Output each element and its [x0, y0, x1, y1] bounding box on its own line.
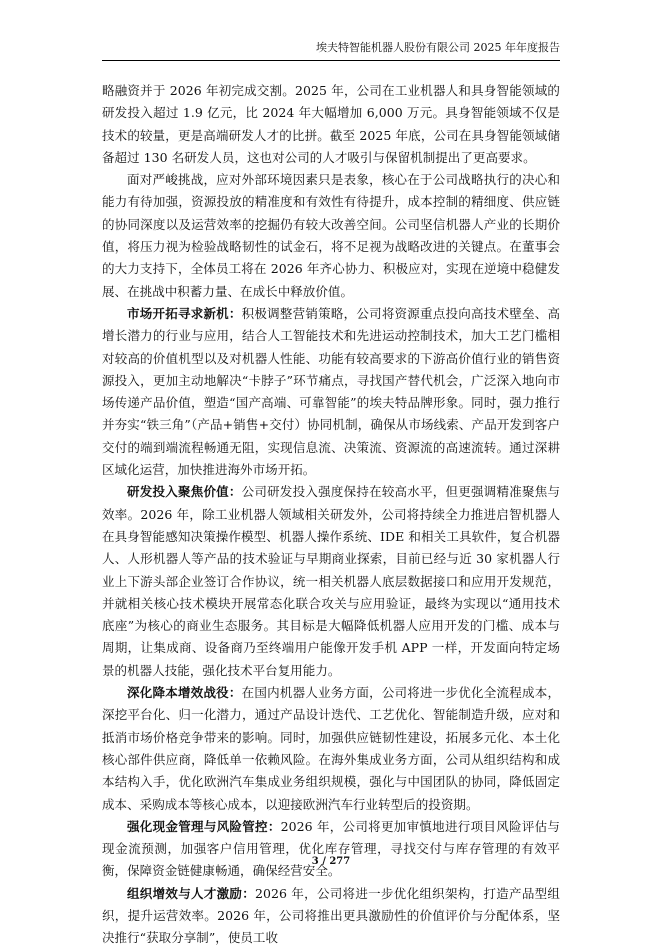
paragraph-lead: 深化降本增效战役： — [127, 685, 242, 701]
paragraph-rnd-investment — [102, 481, 560, 682]
paragraph-text: 略融资并于 2026 年初完成交割。2025 年，公司在工业机器人和具身智能领域的研发投入超过 1.9 亿元，比 2024 年大幅增加 6,000 万元。具身智能领域不仅是技术的较量，更是高端研发人才的比拼。截至 2025 年底，公司在具身智能领域储备超过 130 名研发人员，这也对公司的人才吸引与保留机制提出了更高要求。 — [102, 83, 560, 165]
page-number-text: 3 / 277 — [311, 856, 351, 867]
paragraph-market-expansion — [102, 303, 560, 481]
paragraph-text: 2026 年，公司将更加审慎地进行项目风险评估与现金流预测，加强客户信用管理，优化库存管理，寻找交付与库存管理的有效平衡，保障资金链健康畅通，确保经营安全。 — [102, 818, 560, 879]
paragraph-lead: 组织增效与人才激励： — [127, 885, 256, 901]
paragraph-text: 积极调整营销策略，公司将资源重点投向高技术壁垒、高增长潜力的行业与应用，结合人工智能技术和先进运动控制技术，加大工艺门槛相对较高的价值机型以及对机器人性能、功能有较高要求的下游高价值行业的销售资源投入，更加主动地解决“卡脖子”环节痛点，寻找国产替代机会，广泛深入地向市场传递产品价值，塑造“国产高端、可靠智能”的埃夫特品牌形象。同时，强力推行并夯实“铁三角”（产品+销售+交付）协同机制，确保从市场线索、产品开发到客户交付的端到端流程畅通无阻，实现信息流、决策流、资源流的高速流转。通过深耕区域化运营，加快推进海外市场开拓。 — [102, 305, 560, 478]
paragraph-organization-talent — [102, 883, 560, 950]
page-header — [102, 40, 560, 61]
paragraph-lead: 研发投入聚焦价值： — [127, 484, 242, 500]
report-title: 埃夫特智能机器人股份有限公司 2025 年年度报告 — [316, 41, 560, 54]
paragraph-continuation — [102, 80, 560, 169]
page-number — [0, 856, 662, 867]
paragraph-text: 在国内机器人业务方面，公司将进一步优化全流程成本，深挖平台化、归一化潜力，通过产品设计迭代、工艺优化、智能制造升级，应对和抵消市场价格竞争带来的影响。同时，加强供应链韧性建设，拓展多元化、本土化核心部件供应商，降低单一依赖风险。在海外集成业务方面，公司从组织结构和成本结构入手，优化欧洲汽车集成业务组织规模，强化与中国团队的协同，降低固定成本、采购成本等核心成本，以迎接欧洲汽车行业转型后的投资期。 — [102, 685, 560, 812]
paragraph-lead: 强化现金管理与风险管控： — [127, 818, 281, 834]
paragraph-cash-risk — [102, 816, 560, 883]
paragraph-text: 公司研发投入强度保持在较高水平，但更强调精准聚焦与效率。2026 年，除工业机器人领域相关研发外，公司将持续全力推进启智机器人在具身智能感知决策操作模型、机器人操作系统、IDE 和相关工具软件，复合机器人、人形机器人等产品的技术验证与早期商业探索，目前已经与近 30 家机器人行业上下游头部企业签订合作协议，统一相关机器人底层数据接口和应用开发规范，并就相关核心技术模块开展常态化联合攻关与应用验证，最终为实现以“通用技术底座”为核心的商业生态服务。其目标是大幅降低机器人应用开发的门槛、成本与周期，让集成商、设备商乃至终端用户能像开发手机 APP 一样，开发面向特定场景的机器人技能，强化技术平台复用能力。 — [102, 484, 560, 678]
paragraph-text: 面对严峻挑战，应对外部环境因素只是表象，核心在于公司战略执行的决心和能力有待加强，资源投放的精准度和有效性有待提升，成本控制的精细度、供应链的协同深度以及运营效率的挖掘仍有较大改善空间。公司坚信机器人产业的长期价值，将压力视为检验战略韧性的试金石，将不足视为战略改进的关键点。在董事会的大力支持下，全体员工将在 2026 年齐心协力、积极应对，实现在逆境中稳健发展、在挑战中积蓄力量、在成长中释放价值。 — [102, 172, 560, 299]
paragraph-challenges — [102, 169, 560, 303]
paragraph-lead: 市场开拓寻求新机： — [127, 305, 242, 321]
paragraph-cost-reduction — [102, 682, 560, 816]
document-body — [102, 80, 560, 950]
paragraph-text: 2026 年，公司将进一步优化组织架构，打造产品型组织，提升运营效率。2026 年，公司将推出更具激励性的价值评价与分配体系，坚决推行“获取分享制”，使员工收 — [102, 885, 560, 946]
